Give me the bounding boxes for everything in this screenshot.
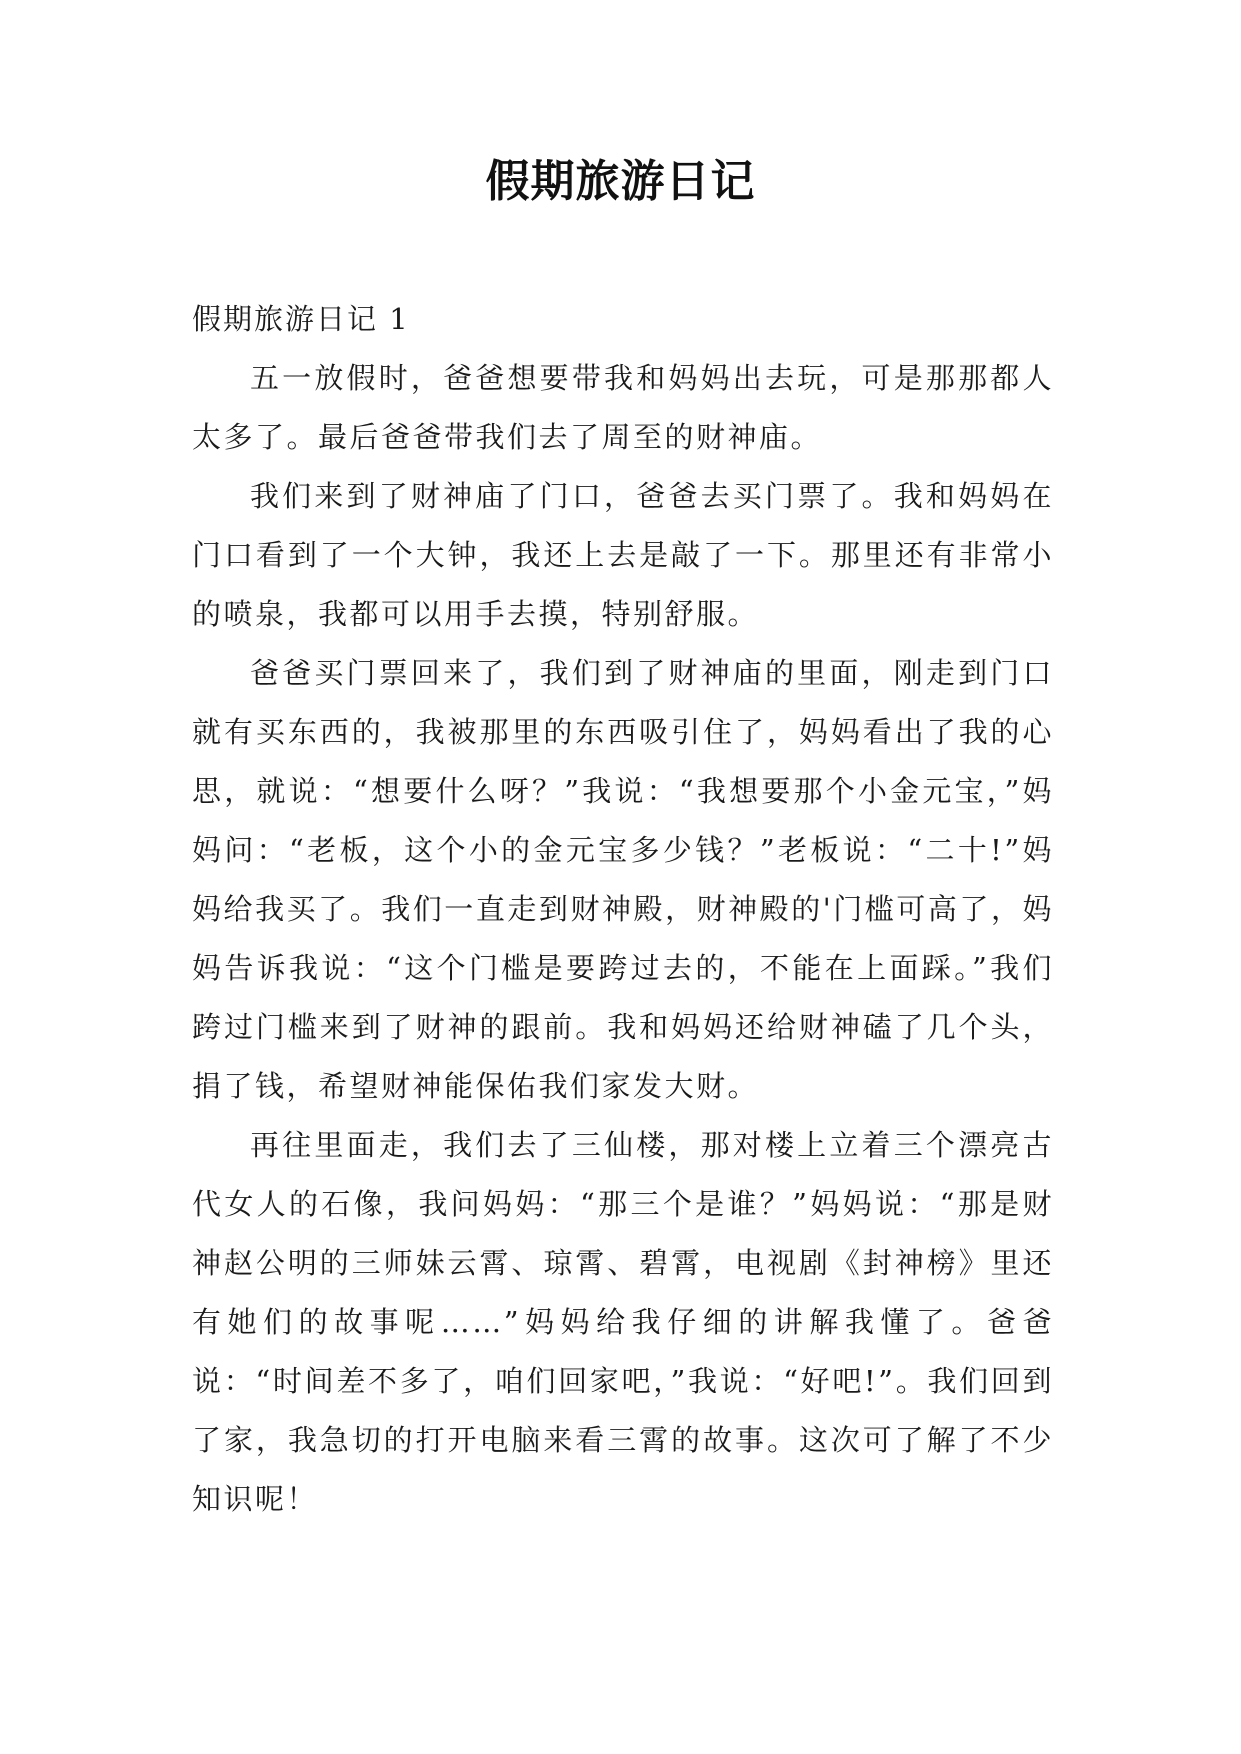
paragraph-2: 我们来到了财神庙了门口，爸爸去买门票了。我和妈妈在门口看到了一个大钟，我还上去是敲了一下。那里还有非常小的喷泉，我都可以用手去摸，特别舒服。 (192, 479, 1054, 631)
paragraph-4: 再往里面走，我们去了三仙楼，那对楼上立着三个漂亮古代女人的石像，我问妈妈：“那三个是谁？”妈妈说：“那是财神赵公明的三师妹云霄、琼霄、碧霄，电视剧《封神榜》里还有她们的故事呢……”妈妈给我仔细的讲解我懂了。爸爸说：“时间差不多了，咱们回家吧，”我说：“好吧!”。我们回到了家，我急切的打开电脑来看三霄的故事。这次可了解了不少知识呢！ (192, 1128, 1054, 1516)
paragraph-3: 爸爸买门票回来了，我们到了财神庙的里面，刚走到门口就有买东西的，我被那里的东西吸引住了，妈妈看出了我的心思，就说：“想要什么呀？”我说：“我想要那个小金元宝，”妈妈问：“老板，这个小的金元宝多少钱？”老板说：“二十!”妈妈给我买了。我们一直走到财神殿，财神殿的'门槛可高了，妈妈告诉我说：“这个门槛是要跨过去的，不能在上面踩。”我们跨过门槛来到了财神的跟前。我和妈妈还给财神磕了几个头，捐了钱，希望财神能保佑我们家发大财。 (192, 656, 1054, 1103)
paragraph-1: 五一放假时，爸爸想要带我和妈妈出去玩，可是那那都人太多了。最后爸爸带我们去了周至的财神庙。 (192, 361, 1054, 454)
section-heading: 假期旅游日记 1 (192, 302, 410, 336)
document-title: 假期旅游日记 (485, 156, 756, 207)
document-body (192, 290, 1054, 1529)
